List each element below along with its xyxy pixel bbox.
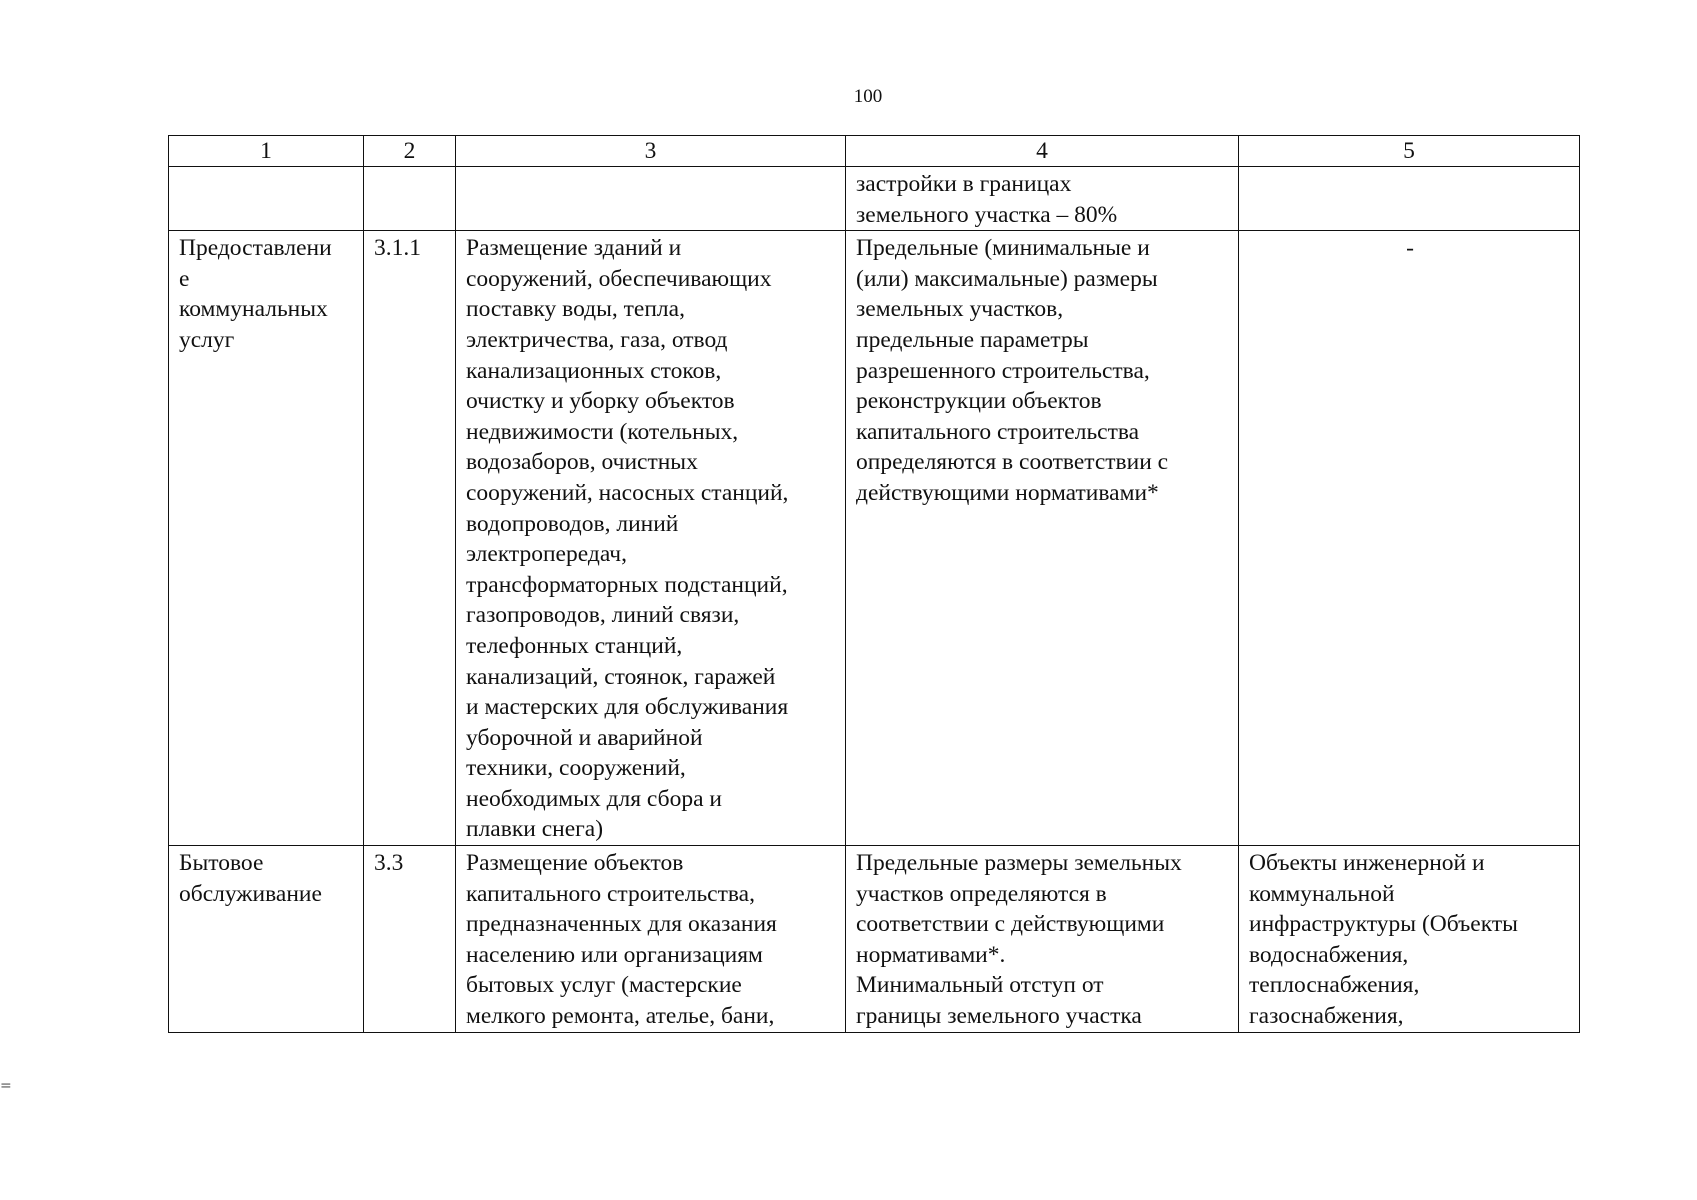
- cell-description: Размещение зданий и сооружений, обеспечивающих поставку воды, тепла, электричества, газа, отвод канализационных стоков, очистку и уборку объектов недвижимости (котельных, водозаборов, очистных сооружений, насосных станций, водопроводов, линий электропередач, трансформаторных подстанций, газопроводов, линий связи, телефонных станций, канализаций, стоянок, гаражей и мастерских для обслуживания уборочной и аварийной техники, сооружений, необходимых для сбора и плавки снега): [456, 231, 846, 846]
- cell-code: 3.3: [364, 846, 456, 1033]
- cell-restrictions: [1239, 167, 1580, 231]
- cell-parameters: Предельные (минимальные и (или) максимальные) размеры земельных участков, предельные параметры разрешенного строительства, реконструкции объектов капитального строительства определяются в соответствии с действующими нормативами*: [846, 231, 1239, 846]
- cell-name: Предоставлени е коммунальных услуг: [169, 231, 364, 846]
- column-header-1: 1: [169, 136, 364, 167]
- table-row: [169, 231, 1580, 846]
- cell-code: 3.1.1: [364, 231, 456, 846]
- column-header-3: 3: [456, 136, 846, 167]
- cell-restrictions: Объекты инженерной и коммунальной инфраструктуры (Объекты водоснабжения, теплоснабжения, газоснабжения,: [1239, 846, 1580, 1033]
- table-row: [169, 167, 1580, 231]
- page-number: 100: [853, 86, 883, 107]
- margin-mark: =: [0, 1078, 12, 1094]
- table-header-row: [169, 136, 1580, 167]
- cell-description: Размещение объектов капитального строительства, предназначенных для оказания населению или организациям бытовых услуг (мастерские мелкого ремонта, ателье, бани,: [456, 846, 846, 1033]
- cell-name: [169, 167, 364, 231]
- table-row: [169, 846, 1580, 1033]
- cell-restrictions: -: [1239, 231, 1580, 846]
- column-header-4: 4: [846, 136, 1239, 167]
- cell-description: [456, 167, 846, 231]
- cell-parameters: застройки в границах земельного участка – 80%: [846, 167, 1239, 231]
- cell-name: Бытовое обслуживание: [169, 846, 364, 1033]
- regulations-table: [168, 135, 1580, 1033]
- cell-code: [364, 167, 456, 231]
- column-header-2: 2: [364, 136, 456, 167]
- cell-parameters: Предельные размеры земельных участков определяются в соответствии с действующими нормативами*. Минимальный отступ от границы земельного участка: [846, 846, 1239, 1033]
- column-header-5: 5: [1239, 136, 1580, 167]
